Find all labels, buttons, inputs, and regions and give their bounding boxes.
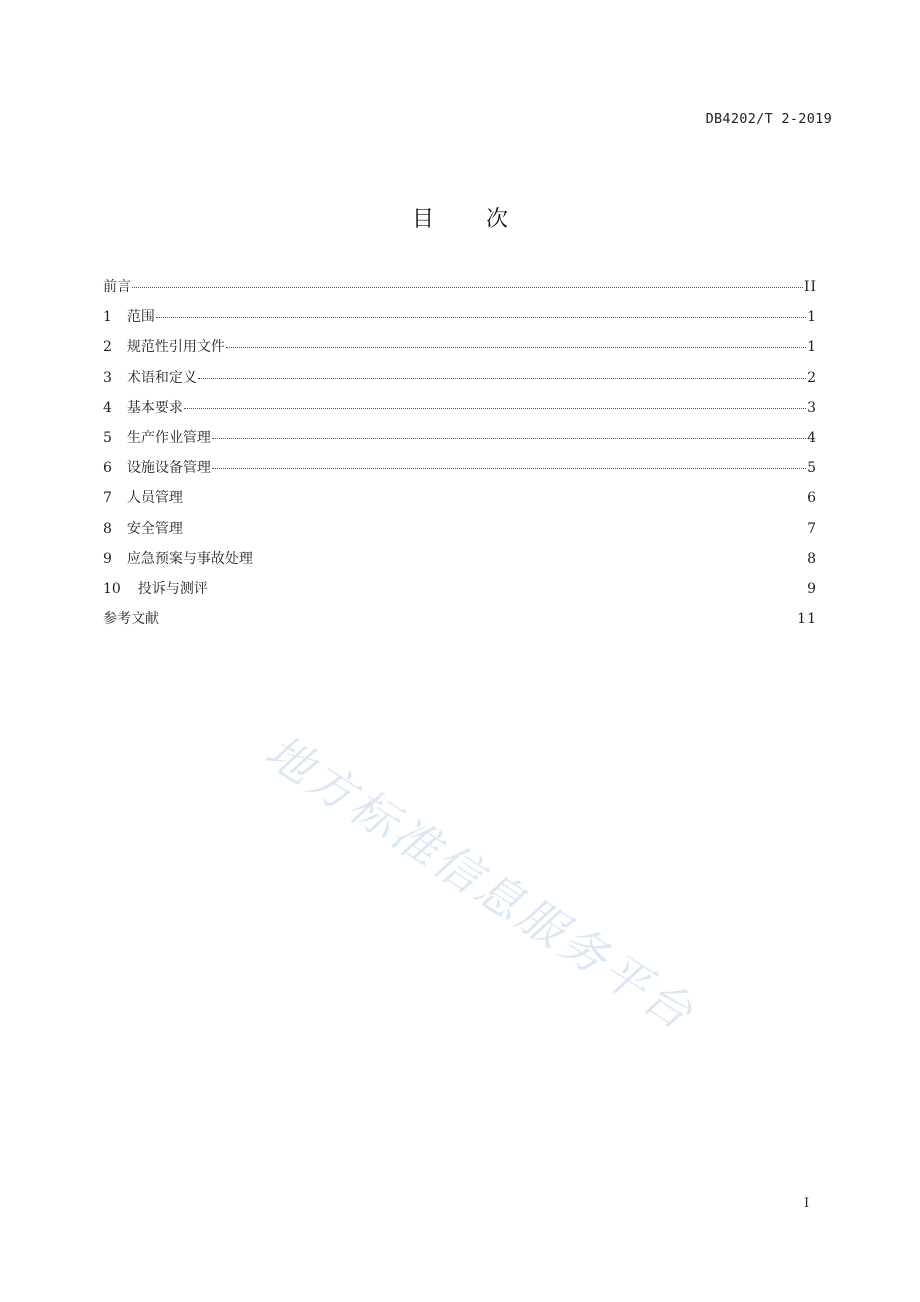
toc-entry-label: 应急预案与事故处理 xyxy=(126,550,253,567)
toc-entry-label: 投诉与测评 xyxy=(137,580,208,597)
toc-entry-number: 3 xyxy=(103,369,112,386)
toc-entry-page: 1 xyxy=(807,339,817,356)
toc-entry-number: 4 xyxy=(103,399,112,416)
toc-entry-label: 范围 xyxy=(126,309,155,326)
toc-entry-page: 5 xyxy=(807,460,817,477)
toc-entry-label: 参考文献 xyxy=(103,611,159,628)
standard-code: DB4202/T 2-2019 xyxy=(705,111,832,127)
watermark: 地方标准信息服务平台 xyxy=(255,723,705,1042)
toc-entry-page: 6 xyxy=(807,490,817,507)
toc-entry-page: 11 xyxy=(797,611,817,628)
page-number: I xyxy=(804,1196,810,1211)
toc-entry-number: 8 xyxy=(103,520,112,537)
toc-entry[interactable] xyxy=(103,276,817,306)
toc-entry-label: 人员管理 xyxy=(126,490,183,507)
toc-dot-leader xyxy=(212,468,806,469)
toc-entry-label: 术语和定义 xyxy=(126,369,197,386)
toc-entry-label: 安全管理 xyxy=(126,520,183,537)
toc-entry-page: 3 xyxy=(807,399,817,416)
toc-entry-page: II xyxy=(803,279,817,295)
toc-entry[interactable] xyxy=(103,518,817,548)
toc-entry-number: 10 xyxy=(103,580,121,597)
toc-entry-page: 1 xyxy=(807,309,817,326)
toc-entry-number: 7 xyxy=(103,490,112,507)
toc-entry-page: 8 xyxy=(807,550,817,567)
toc-entry[interactable] xyxy=(103,427,817,457)
toc-entry[interactable] xyxy=(103,487,817,517)
toc-entry-page: 9 xyxy=(807,580,817,597)
toc-title-left: 目 xyxy=(411,207,434,232)
toc-entry-label: 规范性引用文件 xyxy=(126,339,225,356)
toc-title xyxy=(0,202,920,233)
toc-entry-page: 4 xyxy=(807,429,817,446)
toc-dot-leader xyxy=(198,378,806,379)
toc-entry[interactable] xyxy=(103,306,817,336)
toc-entry[interactable] xyxy=(103,367,817,397)
toc-entry-label: 生产作业管理 xyxy=(126,429,211,446)
toc-entry[interactable] xyxy=(103,336,817,366)
toc-dot-leader xyxy=(184,408,806,409)
toc-entry-page: 2 xyxy=(807,369,817,386)
toc-entry-label: 前言 xyxy=(103,279,131,295)
toc-entry-number: 5 xyxy=(103,429,112,446)
toc-dot-leader xyxy=(156,317,806,318)
toc-dot-leader xyxy=(132,287,803,288)
toc-entry-label: 设施设备管理 xyxy=(126,460,211,477)
toc-entry[interactable] xyxy=(103,397,817,427)
toc-list xyxy=(103,276,817,638)
toc-entry[interactable] xyxy=(103,457,817,487)
toc-dot-leader xyxy=(212,438,806,439)
toc-entry-page: 7 xyxy=(807,520,817,537)
toc-dot-leader xyxy=(226,347,806,348)
toc-entry-number: 1 xyxy=(103,309,112,326)
toc-entry-number: 2 xyxy=(103,339,112,356)
toc-entry[interactable] xyxy=(103,608,817,638)
toc-entry-number: 6 xyxy=(103,460,112,477)
toc-entry-number: 9 xyxy=(103,550,112,567)
toc-entry[interactable] xyxy=(103,548,817,578)
toc-title-right: 次 xyxy=(486,207,509,232)
toc-entry[interactable] xyxy=(103,578,817,608)
toc-entry-label: 基本要求 xyxy=(126,399,183,416)
